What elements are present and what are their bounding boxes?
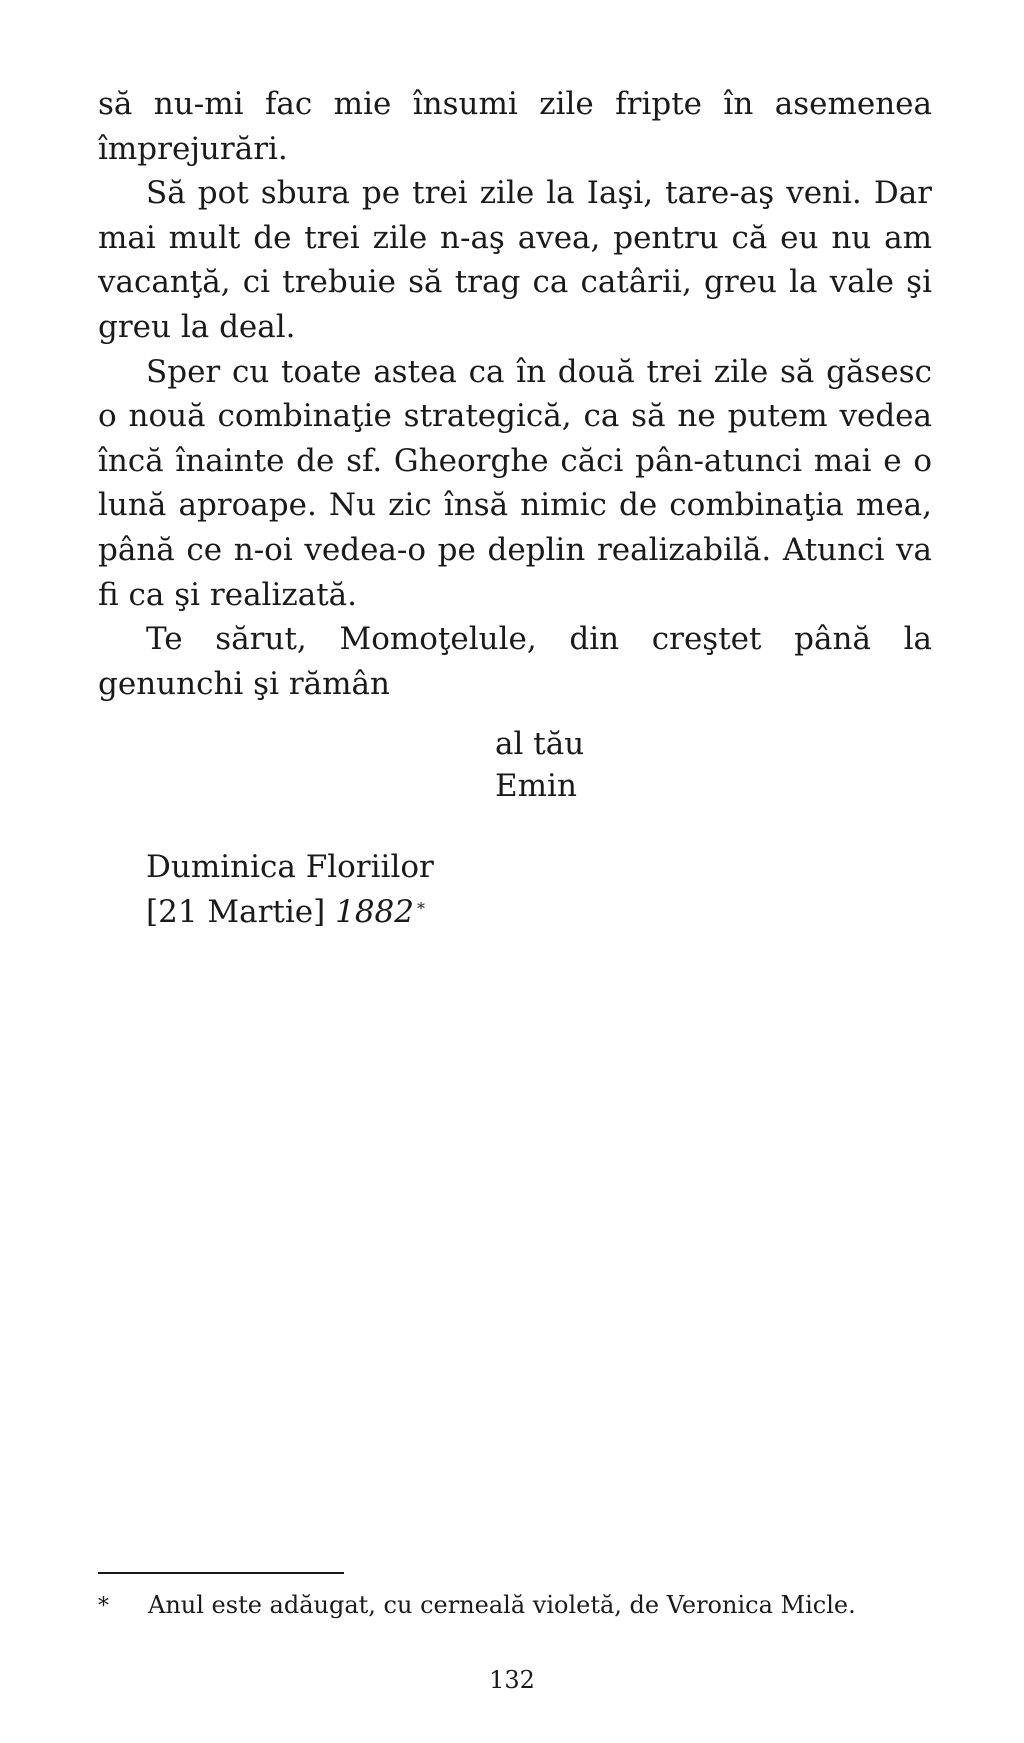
- paragraph: Sper cu toate astea ca în două trei zile să găsesc o nouă combinaţie strategică, ca să ne putem vedea încă înainte de sf. Gheorghe căci pân-atunci mai e o lună aproape. Nu zic însă nimic de combinaţia mea, până ce n-oi vedea-o pe deplin realizabilă. Atunci va fi ca şi realizată.: [98, 353, 932, 613]
- paragraph-continuation: să nu-mi fac mie însumi zile fripte în asemenea împrejurări.: [98, 86, 932, 167]
- paragraph: Să pot sbura pe trei zile la Iaşi, tare-aş veni. Dar mai mult de trei zile n-aş avea, pentru că eu nu am vacanţă, ci trebuie să trag ca catârii, greu la vale şi greu la deal.: [98, 175, 932, 345]
- footnote-divider: [98, 1572, 344, 1574]
- paragraph-closing: Te sărut, Momoţelule, din creştet până la genunchi şi rămân: [98, 621, 932, 702]
- dateline-year: 1882: [335, 894, 415, 930]
- signature-name: Emin: [495, 768, 577, 804]
- dateline-day: Duminica Floriilor: [146, 849, 434, 885]
- dateline-date: [146, 890, 434, 935]
- footnote-reference: *: [417, 899, 426, 918]
- footnote: [98, 1588, 936, 1624]
- footnote-mark: *: [98, 1594, 109, 1619]
- letter-body: [98, 82, 932, 706]
- page-number: 132: [489, 1666, 535, 1694]
- footnote-text: Anul este adăugat, cu cerneală violetă, de Veronica Micle.: [148, 1591, 856, 1619]
- signoff-line: al tău: [495, 726, 585, 762]
- signature-block: [495, 723, 584, 807]
- dateline: [146, 845, 434, 935]
- dateline-date-prefix: [21 Martie]: [146, 894, 326, 930]
